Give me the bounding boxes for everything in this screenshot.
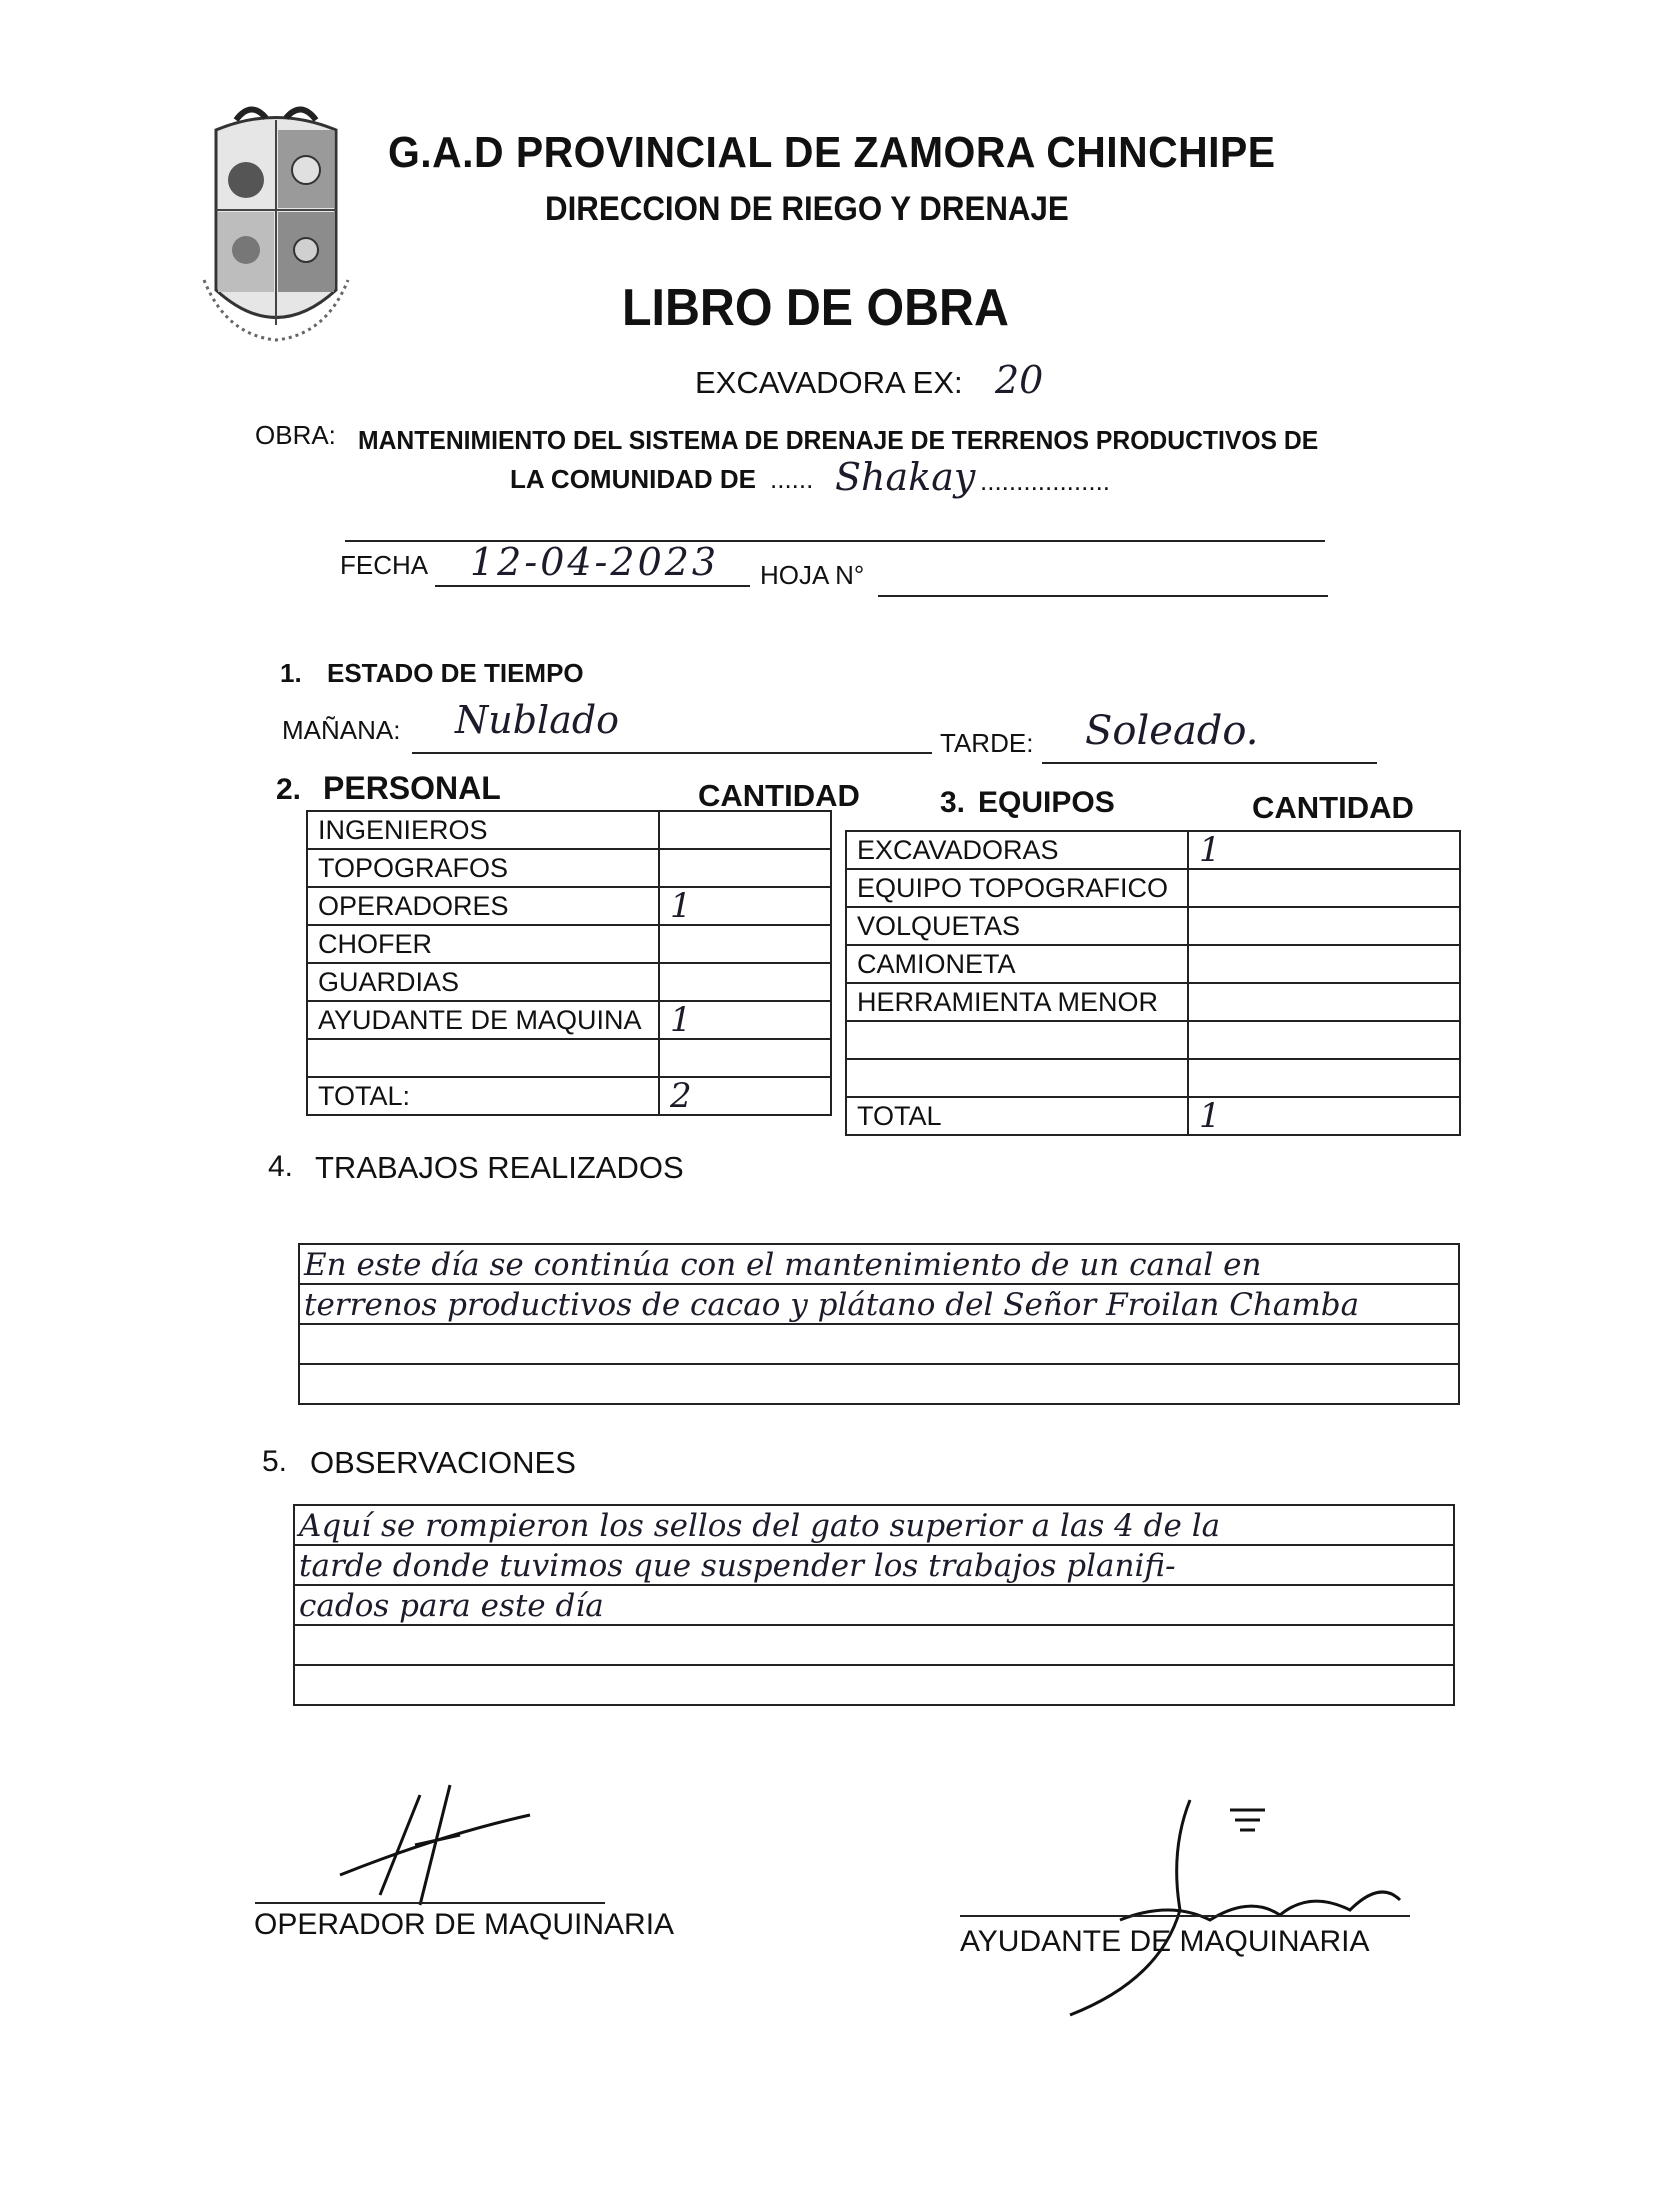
observaciones-line-text: cados para este día [299, 1588, 604, 1624]
equipos-qty-cell [1188, 907, 1460, 945]
obra-label: OBRA: [255, 420, 336, 450]
manana-label: MAÑANA: [282, 715, 401, 745]
equipos-qty-cell [1188, 983, 1460, 1021]
equipos-qty-cell [1188, 1059, 1460, 1097]
personal-row [307, 849, 831, 887]
equipos-total-row [846, 1097, 1460, 1135]
trabajos-line-text: En este día se continúa con el mantenimiento de un canal en [304, 1247, 1262, 1283]
equipos-cantidad-header: CANTIDAD [1252, 790, 1414, 825]
excavadora-value: 20 [995, 358, 1044, 402]
personal-row [307, 925, 831, 963]
trabajos-line [300, 1285, 1458, 1325]
manana-line [412, 752, 932, 754]
trabajos-line [300, 1245, 1458, 1285]
provincial-emblem [196, 100, 356, 350]
trabajos-box [298, 1243, 1460, 1405]
section1-title: ESTADO DE TIEMPO [327, 658, 584, 688]
equipos-row [846, 1059, 1460, 1097]
equipos-qty-cell [1188, 869, 1460, 907]
manana-value: Nublado [455, 698, 620, 742]
personal-total-value: 2 [659, 1077, 831, 1115]
comunidad-value: Shakay [835, 455, 976, 499]
comunidad-dots-before: ...... [770, 464, 814, 494]
observaciones-line [295, 1626, 1453, 1666]
equipos-row [846, 869, 1460, 907]
tarde-label: TARDE: [940, 728, 1034, 758]
observaciones-line-text: tarde donde tuvimos que suspender los trabajos planifi- [299, 1548, 1176, 1584]
section3-title: EQUIPOS [978, 786, 1115, 819]
personal-qty-cell [659, 1039, 831, 1077]
book-title: LIBRO DE OBRA [622, 279, 1009, 337]
section5-number: 5. [262, 1445, 288, 1478]
personal-row [307, 1001, 831, 1039]
personal-qty-cell: 1 [659, 1001, 831, 1039]
fecha-value: 12-04-2023 [470, 540, 720, 584]
personal-qty-cell [659, 963, 831, 1001]
assistant-label: AYUDANTE DE MAQUINARIA [960, 1925, 1370, 1958]
equipos-qty-cell [1188, 1021, 1460, 1059]
tarde-value: Soleado. [1085, 708, 1259, 754]
equipos-table [845, 830, 1461, 1136]
equipos-item-cell: HERRAMIENTA MENOR [846, 983, 1188, 1021]
personal-table [306, 810, 832, 1116]
personal-qty-cell [659, 811, 831, 849]
assistant-signature-line [960, 1915, 1410, 1917]
assistant-signature-icon [1050, 1790, 1410, 2025]
operator-signature-icon [320, 1775, 540, 1920]
equipos-total-value: 1 [1188, 1097, 1460, 1135]
equipos-row [846, 831, 1460, 869]
obra-description-line2: LA COMUNIDAD DE [510, 464, 757, 494]
section3-number: 3. [940, 786, 966, 819]
trabajos-line [300, 1365, 1458, 1403]
personal-row [307, 963, 831, 1001]
observaciones-box [293, 1504, 1455, 1706]
equipos-row [846, 907, 1460, 945]
operator-label: OPERADOR DE MAQUINARIA [254, 1908, 675, 1941]
observaciones-line [295, 1546, 1453, 1586]
equipos-row [846, 983, 1460, 1021]
observaciones-line [295, 1586, 1453, 1626]
section2-number: 2. [276, 773, 302, 806]
personal-qty-cell [659, 925, 831, 963]
observaciones-line [295, 1506, 1453, 1546]
equipos-item-cell: VOLQUETAS [846, 907, 1188, 945]
personal-row [307, 811, 831, 849]
personal-role-cell [307, 1039, 659, 1077]
personal-role-cell: AYUDANTE DE MAQUINA [307, 1001, 659, 1039]
equipos-qty-cell [1188, 945, 1460, 983]
section1-number: 1. [280, 658, 302, 688]
equipos-row [846, 945, 1460, 983]
institution-title: G.A.D PROVINCIAL DE ZAMORA CHINCHIPE [388, 128, 1276, 177]
personal-qty-cell [659, 849, 831, 887]
personal-role-cell: OPERADORES [307, 887, 659, 925]
personal-qty-cell: 1 [659, 887, 831, 925]
personal-cantidad-header: CANTIDAD [698, 778, 860, 813]
personal-role-cell: TOPOGRAFOS [307, 849, 659, 887]
operator-signature-line [255, 1902, 605, 1904]
personal-role-cell: CHOFER [307, 925, 659, 963]
personal-total-row [307, 1077, 831, 1115]
fecha-line [435, 585, 750, 587]
section4-number: 4. [268, 1150, 294, 1183]
equipos-row [846, 1021, 1460, 1059]
tarde-line [1042, 762, 1377, 764]
trabajos-line-text: terrenos productivos de cacao y plátano del Señor Froilan Chamba [304, 1287, 1360, 1323]
fecha-label: FECHA [340, 550, 429, 580]
hoja-label: HOJA N° [760, 560, 865, 590]
personal-row [307, 1039, 831, 1077]
equipos-qty-cell: 1 [1188, 831, 1460, 869]
personal-row [307, 887, 831, 925]
comunidad-dots-after: .................. [980, 466, 1111, 496]
equipos-item-cell: EQUIPO TOPOGRAFICO [846, 869, 1188, 907]
equipos-total-label: TOTAL [846, 1097, 1188, 1135]
equipos-item-cell: CAMIONETA [846, 945, 1188, 983]
excavadora-label: EXCAVADORA EX: [695, 365, 963, 400]
personal-role-cell: INGENIEROS [307, 811, 659, 849]
hoja-line [878, 595, 1328, 597]
obra-description-line1: MANTENIMIENTO DEL SISTEMA DE DRENAJE DE TERRENOS PRODUCTIVOS DE [358, 425, 1319, 455]
department-title: DIRECCION DE RIEGO Y DRENAJE [545, 190, 1069, 228]
section4-title: TRABAJOS REALIZADOS [315, 1150, 684, 1185]
observaciones-line [295, 1666, 1453, 1704]
equipos-item-cell: EXCAVADORAS [846, 831, 1188, 869]
personal-role-cell: GUARDIAS [307, 963, 659, 1001]
section2-title: PERSONAL [323, 770, 501, 806]
observaciones-line-text: Aquí se rompieron los sellos del gato superior a las 4 de la [299, 1508, 1221, 1544]
personal-total-label: TOTAL: [307, 1077, 659, 1115]
equipos-item-cell [846, 1059, 1188, 1097]
equipos-item-cell [846, 1021, 1188, 1059]
section5-title: OBSERVACIONES [310, 1445, 576, 1480]
trabajos-line [300, 1325, 1458, 1365]
